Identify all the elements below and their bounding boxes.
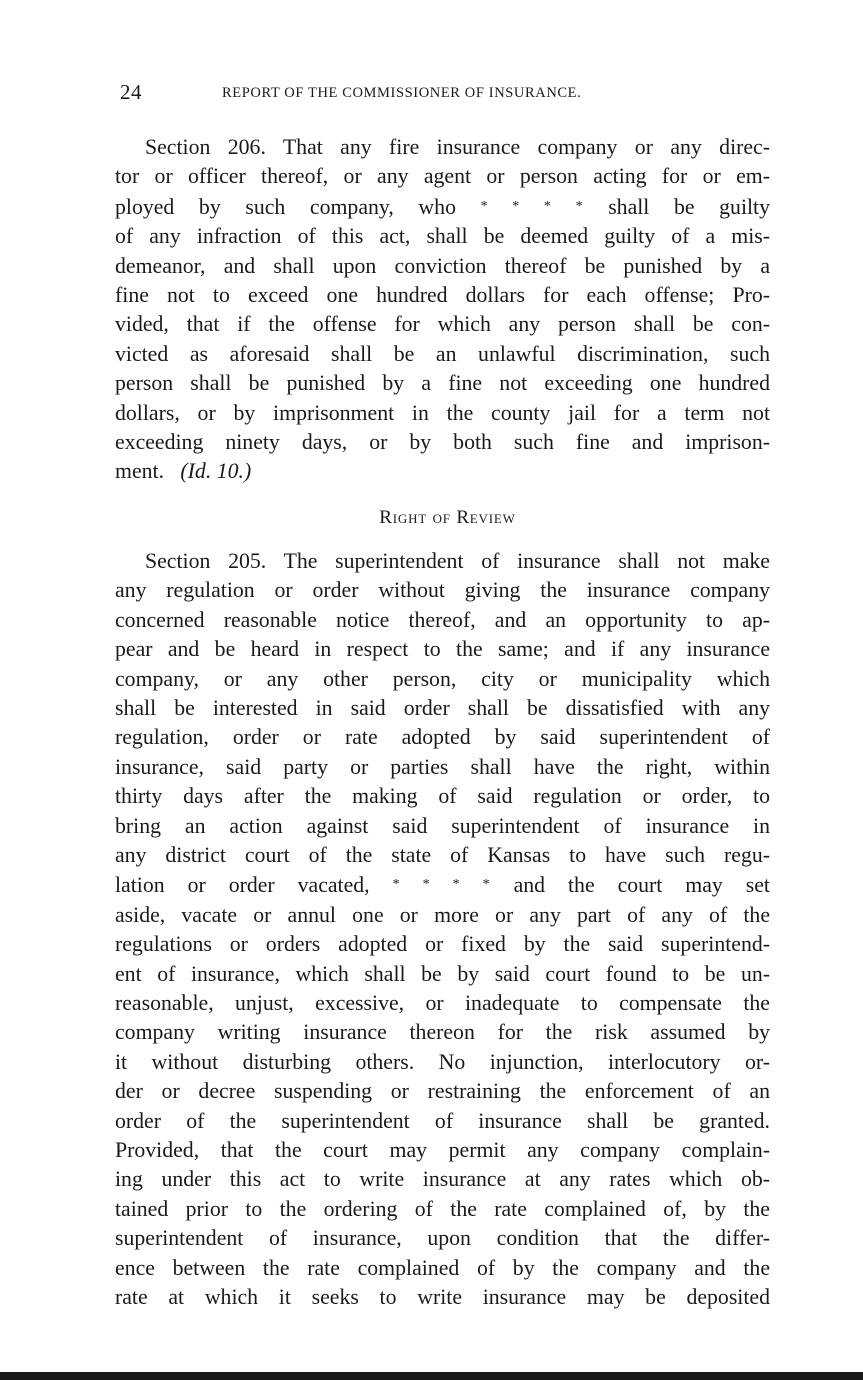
text-line: tor or officer thereof, or any agent or person acting for or em- — [115, 164, 770, 189]
text-line — [115, 457, 770, 486]
citation: (Id. 10.) — [180, 459, 252, 484]
text-line: aside, vacate or annul one or more or any part of any of the — [115, 902, 770, 927]
line-segment: and the court may set — [513, 873, 770, 898]
page-header — [120, 80, 770, 110]
elision-stars: * * * * — [480, 198, 584, 214]
text-line: pear and be heard in respect to the same; and if any insurance — [115, 637, 770, 662]
running-head: REPORT OF THE COMMISSIONER OF INSURANCE. — [222, 85, 582, 101]
text-line: der or decree suspending or restraining the enforcement of an — [115, 1079, 770, 1104]
section-205-paragraph — [115, 547, 770, 1313]
line-segment: ployed by such company, who — [115, 194, 456, 219]
text-line: ence between the rate complained of by the company and the — [115, 1255, 770, 1280]
text-line: exceeding ninety days, or by both such fine and imprison- — [115, 430, 770, 455]
text-line: order of the superintendent of insurance shall be granted. — [115, 1108, 770, 1133]
text-line: rate at which it seeks to write insurance may be deposited — [115, 1285, 770, 1310]
text-line: reasonable, unjust, excessive, or inadequate to compensate the — [115, 990, 770, 1015]
text-line: company, or any other person, city or municipality which — [115, 666, 770, 691]
text-line — [115, 192, 770, 222]
text-line: Provided, that the court may permit any company complain- — [115, 1138, 770, 1162]
text-line: of any infraction of this act, shall be deemed guilty of a mis- — [115, 224, 770, 249]
text-line: regulation, order or rate adopted by said superintendent of — [115, 725, 770, 750]
text-line: tained prior to the ordering of the rate complained of, by the — [115, 1196, 770, 1221]
text-line: dollars, or by imprisonment in the county jail for a term not — [115, 400, 770, 425]
text-line: ent of insurance, which shall be by said court found to be un- — [115, 961, 770, 986]
body-text — [115, 133, 770, 1312]
text-line — [115, 870, 770, 900]
text-line: superintendent of insurance, upon condition that the differ- — [115, 1226, 770, 1251]
text-line: bring an action against said superintendent of insurance in — [115, 813, 770, 838]
text-line: victed as aforesaid shall be an unlawful discrimination, such — [115, 341, 770, 366]
text-line: concerned reasonable notice thereof, and an opportunity to ap- — [115, 607, 770, 632]
text-line: ing under this act to write insurance at any rates which ob- — [115, 1167, 770, 1192]
text-line: person shall be punished by a fine not exceeding one hundred — [115, 371, 770, 396]
text-line: fine not to exceed one hundred dollars for each offense; Pro- — [115, 283, 770, 308]
text-line: Section 205. The superintendent of insurance shall not make — [145, 548, 770, 573]
text-line: company writing insurance thereon for the risk assumed by — [115, 1020, 770, 1045]
section-heading: Right of Review — [379, 506, 516, 528]
text-line: thirty days after the making of said regulation or order, to — [115, 784, 770, 809]
section-206-paragraph — [115, 133, 770, 487]
text-line: any district court of the state of Kansas to have such regu- — [115, 842, 770, 867]
bottom-scan-edge — [0, 1372, 863, 1380]
text-line: Section 206. That any fire insurance company or any direc- — [145, 135, 770, 159]
text-line: vided, that if the offense for which any person shall be con- — [115, 312, 770, 337]
text-line: shall be interested in said order shall be dissatisfied with any — [115, 695, 770, 720]
text-line: regulations or orders adopted or fixed by the said superintend- — [115, 932, 770, 957]
text-line: demeanor, and shall upon conviction thereof be punished by a — [115, 253, 770, 278]
text-line: insurance, said party or parties shall have the right, within — [115, 754, 770, 779]
text-line: it without disturbing others. No injunction, interlocutory or- — [115, 1049, 770, 1074]
page-number: 24 — [120, 80, 142, 104]
elision-stars: * * * * — [392, 877, 491, 893]
line-segment: lation or order vacated, — [115, 873, 370, 898]
line-segment: shall be guilty — [608, 194, 771, 219]
text-line: any regulation or order without giving the insurance company — [115, 578, 770, 603]
line-segment: ment. — [115, 459, 165, 484]
